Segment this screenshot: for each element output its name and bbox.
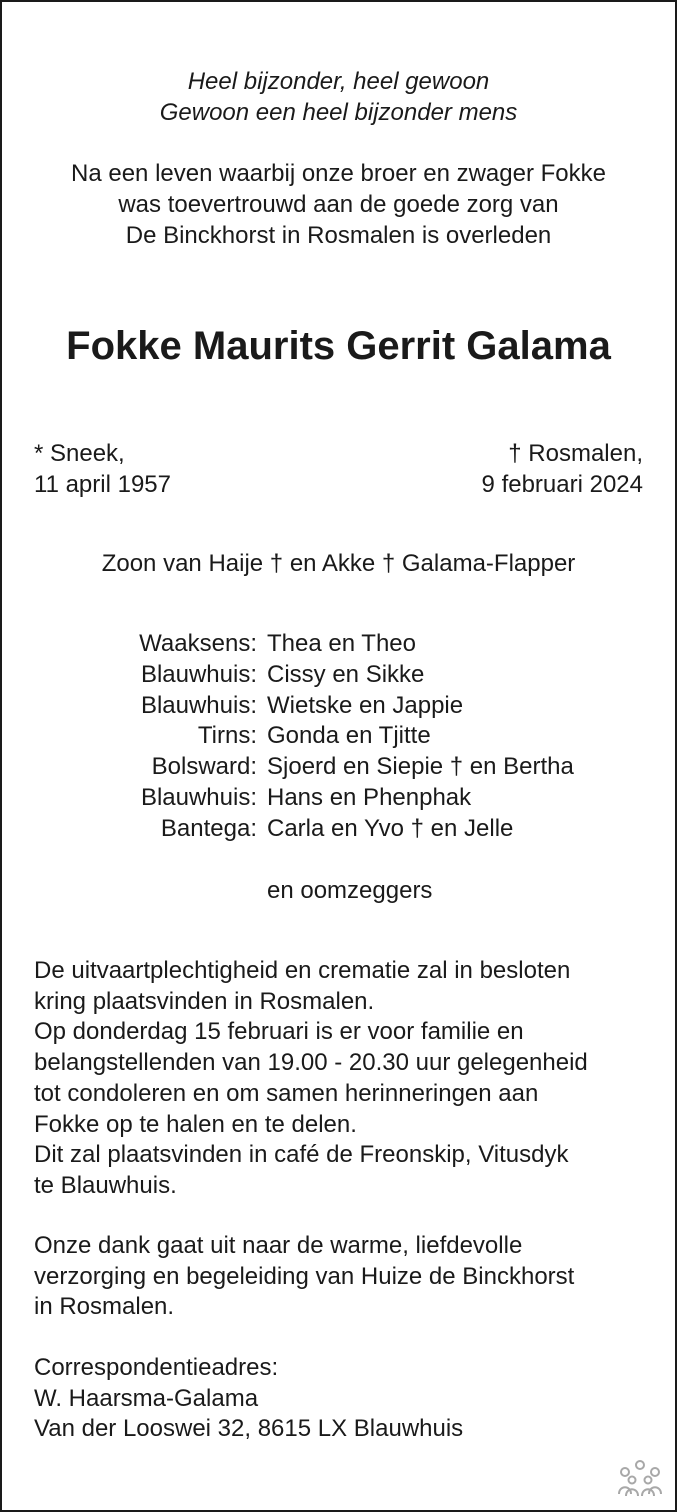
address-line: Correspondentieadres:: [34, 1354, 279, 1381]
family-place: Blauwhuis:: [140, 660, 257, 688]
family-place: Bolsward:: [151, 753, 257, 781]
funeral-line: tot condoleren en om samen herinneringen aan: [34, 1079, 539, 1107]
family-names: Wietske en Jappie: [267, 691, 464, 719]
thanks-line: verzorging en begeleiding van Huize de Binckhorst: [34, 1262, 575, 1290]
family-place: Bantega:: [160, 814, 257, 842]
funeral-line: Op donderdag 15 februari is er voor familie en: [34, 1018, 524, 1046]
motto: [2, 66, 675, 128]
family-names: Gonda en Tjitte: [267, 722, 431, 750]
death-place: † Rosmalen,: [508, 440, 643, 467]
funeral-line: kring plaatsvinden in Rosmalen.: [34, 987, 375, 1015]
intro-text: [2, 158, 675, 251]
funeral-line: belangstellenden van 19.00 - 20.30 uur gelegenheid: [34, 1049, 588, 1077]
funeral-line: De uitvaartplechtigheid en crematie zal in besloten: [34, 957, 571, 984]
family-row: [2, 783, 675, 814]
family-names: Carla en Yvo † en Jelle: [267, 814, 514, 842]
parents-line: Zoon van Haije † en Akke † Galama-Flapper: [101, 550, 576, 577]
family-row: [2, 660, 675, 691]
birth-date: 11 april 1957: [34, 471, 171, 498]
motto-line: Gewoon een heel bijzonder mens: [159, 99, 518, 126]
family-place: Blauwhuis:: [140, 691, 257, 719]
death-date: 9 februari 2024: [481, 471, 643, 498]
address-line: Van der Looswei 32, 8615 LX Blauwhuis: [34, 1415, 464, 1443]
family-row: [2, 691, 675, 722]
thanks-line: Onze dank gaat uit naar de warme, liefdevolle: [34, 1232, 523, 1259]
family-names: Sjoerd en Siepie † en Bertha: [267, 753, 574, 781]
intro-line: De Binckhorst in Rosmalen is overleden: [125, 222, 552, 249]
birth-info: [34, 438, 171, 500]
family-row: [2, 629, 675, 660]
family-list: [2, 629, 675, 845]
thanks-text: [34, 1231, 574, 1323]
family-names: Cissy en Sikke: [267, 660, 425, 688]
thanks-line: in Rosmalen.: [34, 1293, 175, 1321]
correspondence-address: [34, 1353, 463, 1445]
family-place: Waaksens:: [139, 630, 257, 657]
family-row: [2, 752, 675, 783]
family-row: [2, 721, 675, 752]
funeral-details: [34, 956, 588, 1202]
motto-line: Heel bijzonder, heel gewoon: [187, 68, 490, 95]
birth-place: * Sneek,: [34, 440, 125, 467]
family-names: Thea en Theo: [267, 630, 417, 657]
funeral-line: Dit zal plaatsvinden in café de Freonskip, Vitusdyk: [34, 1141, 569, 1169]
intro-line: Na een leven waarbij onze broer en zwager Fokke: [71, 160, 606, 187]
funeral-line: Fokke op te halen en te delen.: [34, 1110, 357, 1138]
family-place: Tirns:: [197, 722, 257, 750]
family-row: [2, 814, 675, 845]
family-place: Blauwhuis:: [140, 783, 257, 811]
people-group-icon: [617, 1458, 663, 1498]
address-line: W. Haarsma-Galama: [34, 1384, 259, 1412]
family-names: Hans en Phenphak: [267, 783, 472, 811]
deceased-name: Fokke Maurits Gerrit Galama: [66, 324, 611, 368]
oomzeggers-line: en oomzeggers: [267, 877, 433, 904]
death-info: [482, 438, 643, 500]
funeral-line: te Blauwhuis.: [34, 1171, 177, 1199]
intro-line: was toevertrouwd aan de goede zorg van: [118, 191, 559, 218]
